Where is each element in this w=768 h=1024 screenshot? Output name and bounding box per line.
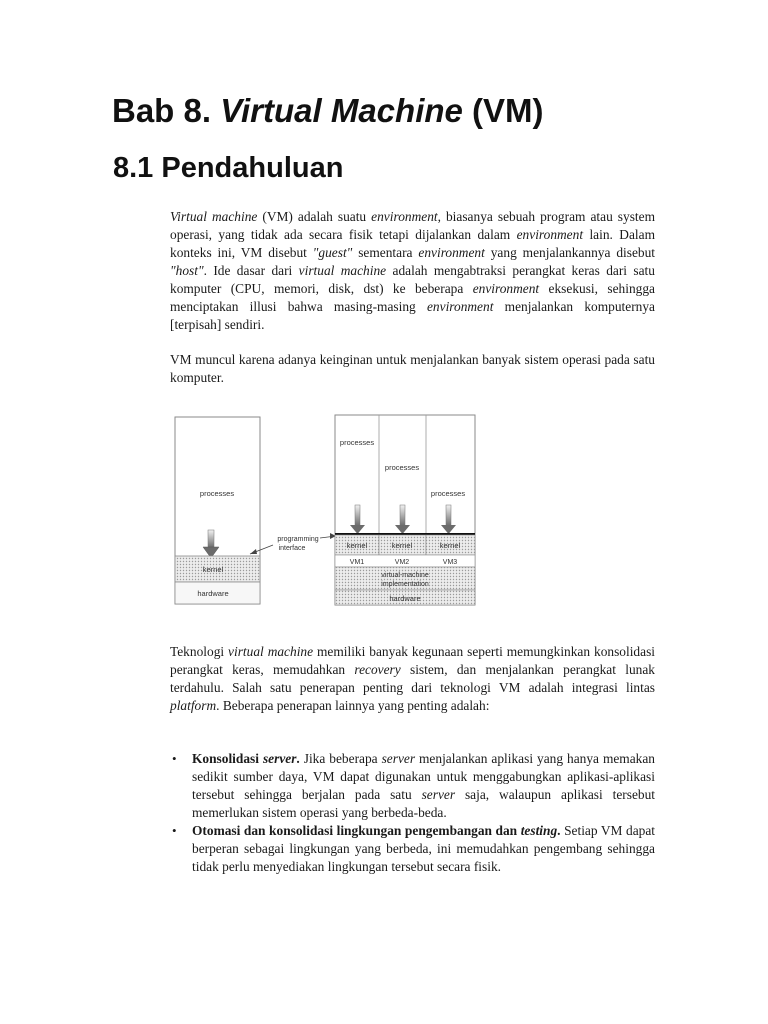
- interface-label-line1: programming: [277, 536, 319, 543]
- vm3-label: VM3: [442, 559, 458, 566]
- chapter-heading: Bab 8. Virtual Machine (VM): [112, 92, 544, 129]
- list-item: • Otomasi dan konsolidasi lingkungan pengembangan dan testing. Setiap VM dapat berperan sebagai lingkungan yang berbeda, ini memudahkan pengembang sehingga tidak perlu menyediakan lingkungan tersebut secara fisik.: [172, 823, 655, 874]
- vm2-label: VM2: [394, 559, 410, 566]
- interface-label-line2: interface: [278, 545, 306, 552]
- bullet-icon: •: [172, 751, 177, 766]
- vm3-kernel-label: kernel: [439, 541, 461, 550]
- left-processes-label: processes: [199, 489, 235, 498]
- bullet-icon: •: [172, 823, 177, 838]
- vm1-label: VM1: [349, 559, 365, 566]
- second-paragraph: VM muncul karena adanya keinginan untuk menjalankan banyak sistem operasi pada satu komputer.: [170, 352, 655, 385]
- vm3-processes-label: processes: [430, 489, 466, 498]
- vm2-processes-label: processes: [384, 463, 420, 472]
- applications-list: [170, 750, 655, 876]
- vm1-processes-label: processes: [339, 438, 375, 447]
- vm1-kernel-label: kernel: [346, 541, 368, 550]
- vm-implementation-label-line1: virtual-machine: [381, 572, 429, 579]
- right-hardware-label: hardware: [389, 594, 421, 603]
- vm2-kernel-label: kernel: [391, 541, 413, 550]
- vm-implementation-label-line2: implementation: [381, 581, 429, 588]
- intro-paragraph: Virtual machine (VM) adalah suatu environment, biasanya sebuah program atau system operasi, yang tidak ada secara fisik tetapi dijalankan dalam environment lain. Dalam konteks ini, VM disebut "guest" sementara environment yang menjalankannya disebut "host". Ide dasar dari virtual machine adalah mengabtraksi perangkat keras dari satu komputer (CPU, memori, disk, dst) ke beberapa environment eksekusi, sehingga menciptakan illusi bahwa masing-masing environment menjalankan komputernya [terpisah] sendiri.: [170, 209, 655, 332]
- left-kernel-label: kernel: [202, 565, 224, 574]
- third-paragraph: Teknologi virtual machine memiliki banyak kegunaan seperti memungkinkan konsolidasi perangkat keras, memudahkan recovery sistem, dan menjalankan perangkat lunak terdahulu. Salah satu penerapan penting dari teknologi VM adalah integrasi lintas platform. Beberapa penerapan lainnya yang penting adalah:: [170, 644, 656, 713]
- vm-architecture-diagram: [170, 410, 480, 610]
- left-hardware-label: hardware: [197, 589, 229, 598]
- list-item: • Konsolidasi server. Jika beberapa server menjalankan aplikasi yang hanya memakan sedikit sumber daya, VM dapat digunakan untuk menggabungkan aplikasi-aplikasi tersebut sehingga berjalan pada satu server saja, walaupun aplikasi tersebut memerlukan sistem operasi yang berbeda-beda.: [172, 751, 655, 820]
- section-title: 8.1 Pendahuluan: [113, 152, 344, 184]
